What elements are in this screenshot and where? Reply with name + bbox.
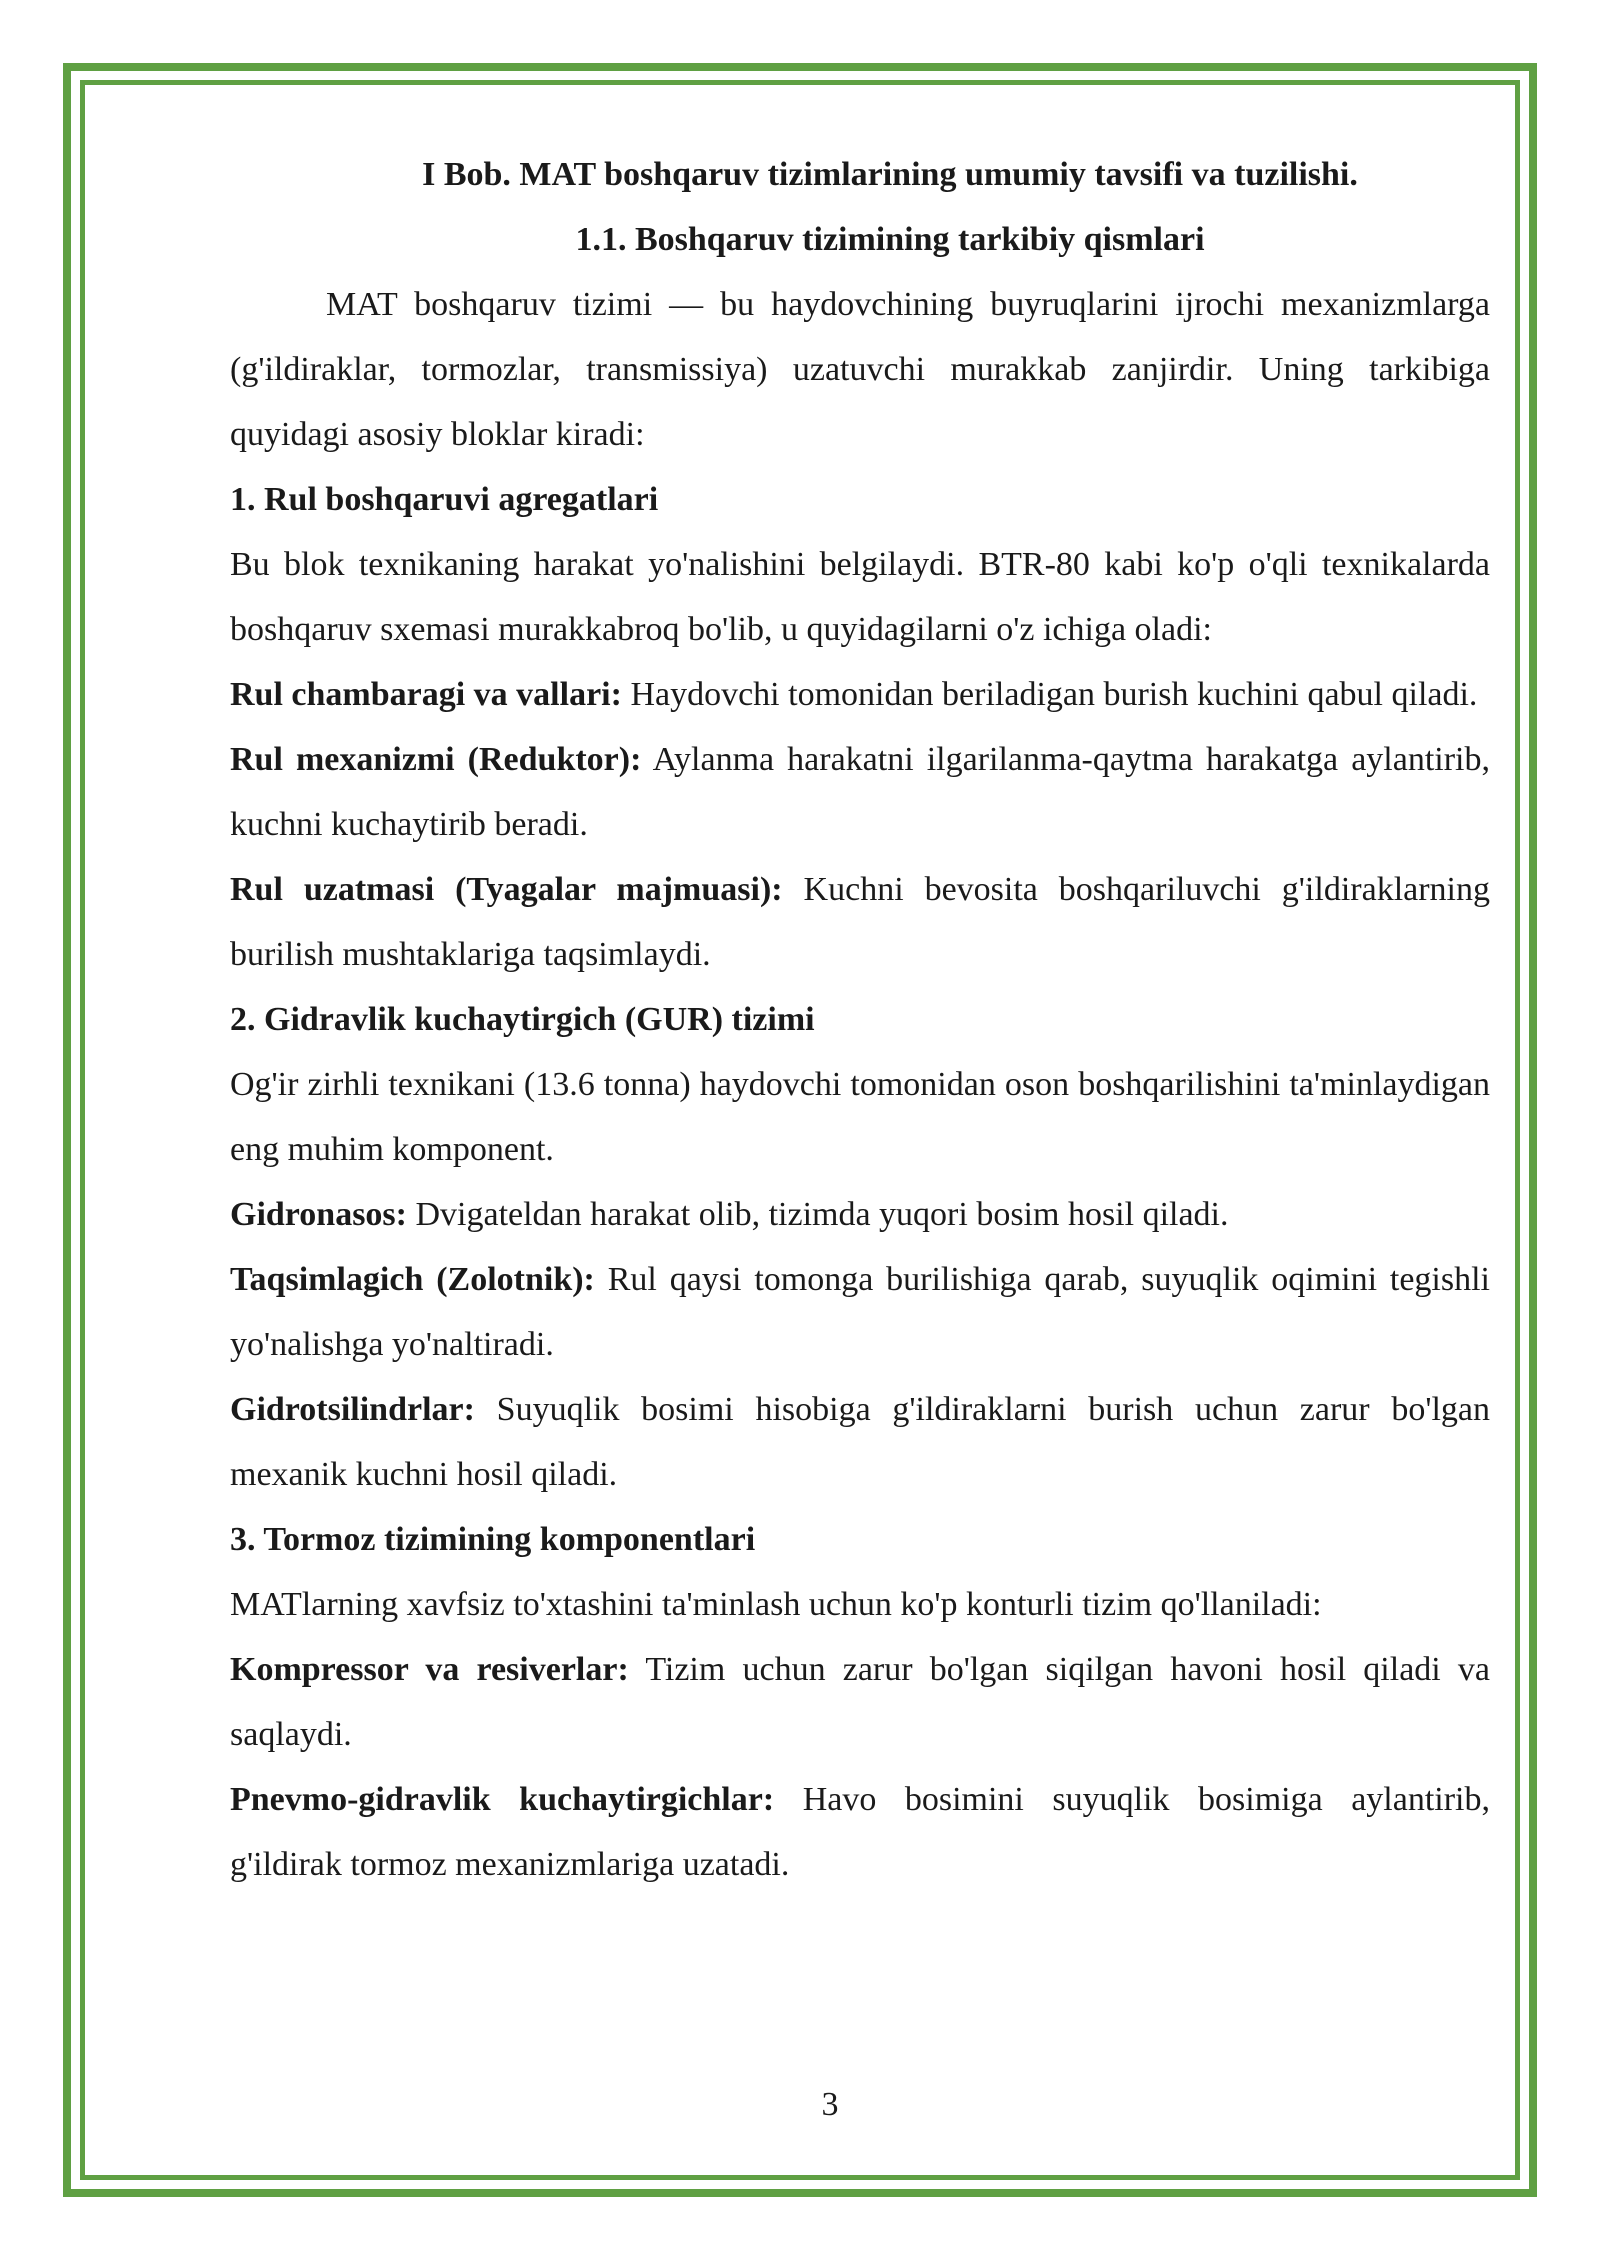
- heading-power-steering: 2. Gidravlik kuchaytirgich (GUR) tizimi: [230, 1001, 815, 1038]
- section-title: 1.1. Boshqaruv tizimining tarkibiy qismlari: [575, 221, 1205, 258]
- item-text: Tizim uchun zarur bo'lgan siqilgan havoni hosil qiladi va saqlaydi.: [230, 1651, 1490, 1753]
- item-distributor: [230, 1247, 1490, 1377]
- item-term: Kompressor va resiverlar:: [230, 1651, 629, 1688]
- item-text: Aylanma harakatni ilgarilanma-qaytma harakatga aylantirib, kuchni kuchaytirib beradi.: [230, 741, 1490, 843]
- paragraph-power-steering: Og'ir zirhli texnikani (13.6 tonna) haydovchi tomonidan oson boshqarilishini ta'minlaydigan eng muhim komponent.: [230, 1066, 1490, 1168]
- item-term: Gidronasos:: [230, 1196, 407, 1233]
- item-term: Rul mexanizmi (Reduktor):: [230, 741, 642, 778]
- item-term: Taqsimlagich (Zolotnik):: [230, 1261, 595, 1298]
- item-hydraulic-cylinders: [230, 1377, 1490, 1507]
- item-text: Haydovchi tomonidan beriladigan burish kuchini qabul qiladi.: [621, 676, 1478, 713]
- heading-brakes: 3. Tormoz tizimining komponentlari: [230, 1521, 756, 1558]
- paragraph-brakes: MATlarning xavfsiz to'xtashini ta'minlash uchun ko'p konturli tizim qo'llaniladi:: [230, 1586, 1322, 1623]
- intro-paragraph: MAT boshqaruv tizimi — bu haydovchining buyruqlarini ijrochi mexanizmlarga (g'ildiraklar, tormozlar, transmissiya) uzatuvchi murakkab zanjirdir. Uning tarkibiga quyidagi asosiy bloklar kiradi:: [230, 286, 1490, 453]
- item-text: Havo bosimini suyuqlik bosimiga aylantirib, g'ildirak tormoz mexanizmlariga uzatadi.: [230, 1781, 1490, 1883]
- item-hydraulic-pump: [230, 1182, 1490, 1247]
- item-text: Rul qaysi tomonga burilishiga qarab, suyuqlik oqimini tegishli yo'nalishga yo'naltiradi.: [230, 1261, 1490, 1363]
- item-term: Pnevmo-gidravlik kuchaytirgichlar:: [230, 1781, 775, 1818]
- item-text: Suyuqlik bosimi hisobiga g'ildiraklarni burish uchun zarur bo'lgan mexanik kuchni hosil qiladi.: [230, 1391, 1490, 1493]
- item-steering-gear: [230, 727, 1490, 857]
- item-term: Gidrotsilindrlar:: [230, 1391, 475, 1428]
- heading-steering: 1. Rul boshqaruvi agregatlari: [230, 481, 659, 518]
- page-number: 3: [821, 2086, 839, 2123]
- chapter-title: I Bob. MAT boshqaruv tizimlarining umumiy tavsifi va tuzilishi.: [422, 156, 1358, 193]
- item-term: Rul uzatmasi (Tyagalar majmuasi):: [230, 871, 783, 908]
- item-compressor: [230, 1637, 1490, 1767]
- item-pneumo-hydraulic: [230, 1767, 1490, 1897]
- item-steering-linkage: [230, 857, 1490, 987]
- document-body: [230, 142, 1490, 1897]
- paragraph-steering: Bu blok texnikaning harakat yo'nalishini belgilaydi. BTR-80 kabi ko'p o'qli texnikalarda boshqaruv sxemasi murakkabroq bo'lib, u quyidagilarni o'z ichiga oladi:: [230, 546, 1490, 648]
- item-steering-wheel: [230, 662, 1490, 727]
- item-text: Dvigateldan harakat olib, tizimda yuqori bosim hosil qiladi.: [406, 1196, 1229, 1233]
- item-text: Kuchni bevosita boshqariluvchi g'ildiraklarning burilish mushtaklariga taqsimlaydi.: [230, 871, 1490, 973]
- item-term: Rul chambaragi va vallari:: [230, 676, 622, 713]
